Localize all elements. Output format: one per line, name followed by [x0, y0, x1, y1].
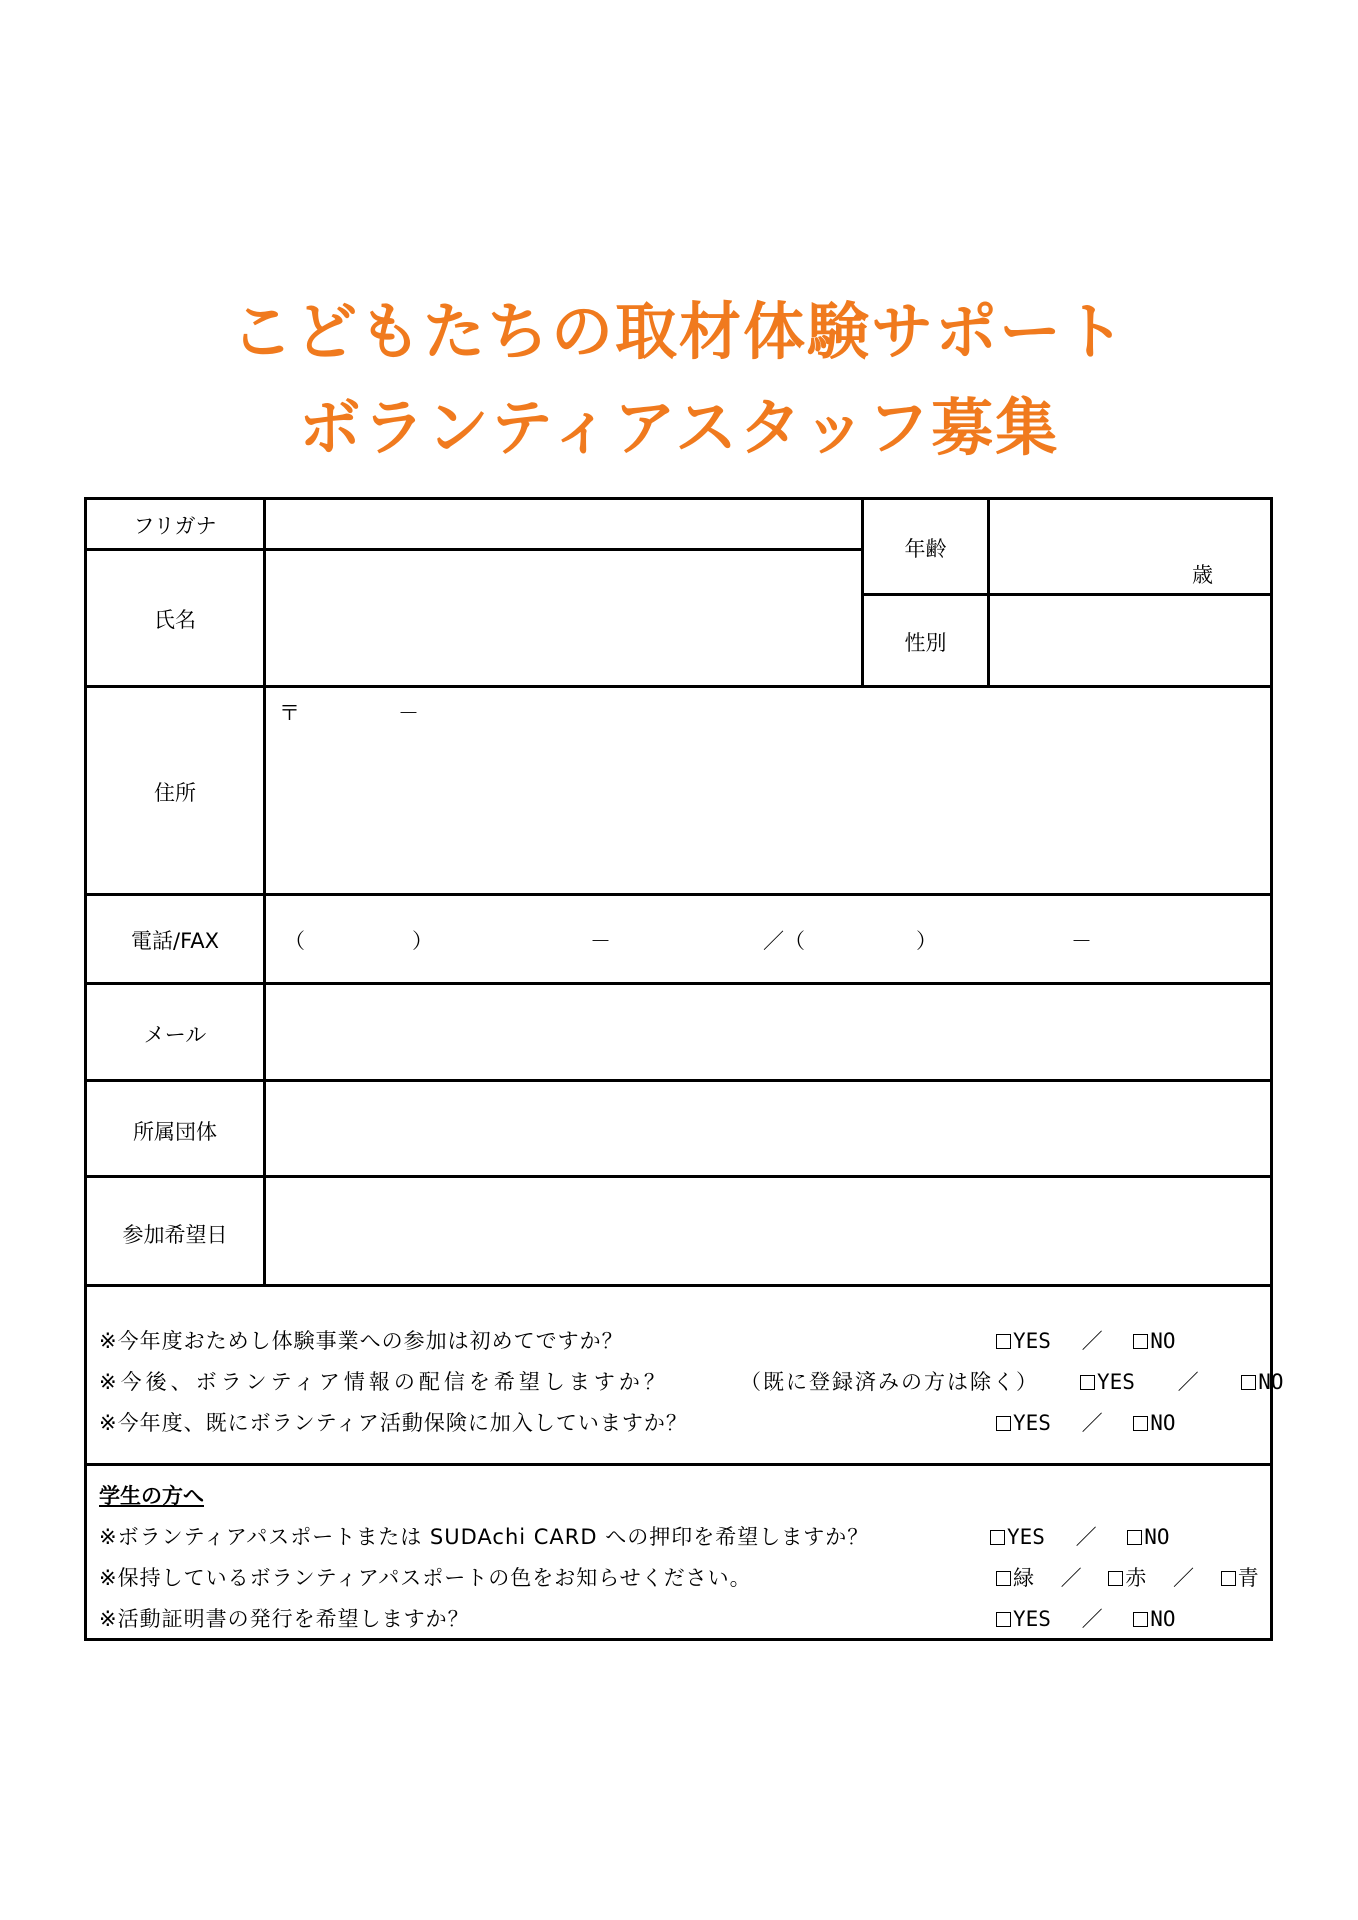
age-label: 年齢 [904, 537, 947, 561]
question-newsletter-note: （既に登録済みの方は除く） [740, 1370, 1039, 1394]
address-row-divider [84, 893, 1273, 896]
no-checkbox[interactable] [1127, 1530, 1142, 1545]
fax-dash: － [1071, 929, 1092, 953]
name-row-divider [84, 685, 1273, 688]
furigana-label: フリガナ [133, 514, 217, 538]
question-first-time: ※今年度おためし体験事業への参加は初めてですか？ [99, 1329, 624, 1353]
question-first-time-options: YES ／ NO [996, 1325, 1176, 1355]
age-column-divider-left [861, 497, 864, 687]
preferred-date-label: 参加希望日 [122, 1223, 228, 1247]
red-checkbox[interactable] [1108, 1571, 1123, 1586]
date-row-divider [84, 1284, 1273, 1287]
email-field[interactable] [266, 985, 1270, 1079]
no-checkbox[interactable] [1241, 1375, 1256, 1390]
name-field[interactable] [266, 551, 861, 685]
yes-checkbox[interactable] [1080, 1375, 1095, 1390]
furigana-field[interactable] [266, 500, 861, 548]
postal-mark: 〒 [279, 701, 300, 725]
question-newsletter: ※今後、ボランティア情報の配信を希望しますか？ [99, 1370, 669, 1394]
fax-close-paren: ） [916, 929, 937, 953]
yes-checkbox[interactable] [990, 1530, 1005, 1545]
organization-field[interactable] [266, 1082, 1270, 1175]
student-certificate-question: ※活動証明書の発行を希望しますか？ [99, 1607, 470, 1631]
no-checkbox[interactable] [1133, 1612, 1148, 1627]
email-label: メール [143, 1023, 207, 1047]
gender-label: 性別 [904, 631, 947, 655]
postal-dash: － [398, 701, 419, 725]
questions-divider [84, 1463, 1273, 1466]
address-field[interactable] [266, 730, 1270, 893]
student-stamp-question: ※ボランティアパスポートまたは SUDAchi CARD への押印を希望しますか？ [99, 1525, 870, 1549]
no-checkbox[interactable] [1133, 1334, 1148, 1349]
question-insurance: ※今年度、既にボランティア活動保険に加入していますか？ [99, 1411, 688, 1435]
phone-dash: － [590, 929, 611, 953]
yes-checkbox[interactable] [996, 1334, 1011, 1349]
student-stamp-options: YES ／ NO [990, 1521, 1170, 1551]
address-label: 住所 [154, 781, 196, 805]
age-unit: 歳 [1192, 563, 1213, 587]
fax-separator: ／（ [763, 929, 805, 953]
student-passport-color-options: 緑 ／ 赤 ／ 青 [996, 1562, 1259, 1592]
question-insurance-options: YES ／ NO [996, 1407, 1176, 1437]
age-field[interactable] [990, 500, 1270, 593]
page-title-line2: ボランティアスタッフ募集 [298, 391, 1060, 464]
organization-label: 所属団体 [133, 1120, 217, 1144]
yes-checkbox[interactable] [996, 1416, 1011, 1431]
student-certificate-options: YES ／ NO [996, 1603, 1176, 1633]
phone-close-paren: ） [412, 929, 433, 953]
question-newsletter-options: YES ／ NO [1080, 1366, 1284, 1396]
no-checkbox[interactable] [1133, 1416, 1148, 1431]
page-title-line1: こどもたちの取材体験サポート [230, 295, 1127, 368]
blue-checkbox[interactable] [1221, 1571, 1236, 1586]
phone-label: 電話/FAX [131, 929, 219, 953]
green-checkbox[interactable] [996, 1571, 1011, 1586]
phone-open-paren: （ [284, 929, 305, 953]
preferred-date-field[interactable] [266, 1178, 1270, 1284]
students-heading: 学生の方へ [99, 1484, 204, 1508]
yes-checkbox[interactable] [996, 1612, 1011, 1627]
gender-field[interactable] [990, 596, 1270, 685]
name-label: 氏名 [154, 608, 196, 632]
student-passport-color-question: ※保持しているボランティアパスポートの色をお知らせください。 [99, 1566, 752, 1590]
